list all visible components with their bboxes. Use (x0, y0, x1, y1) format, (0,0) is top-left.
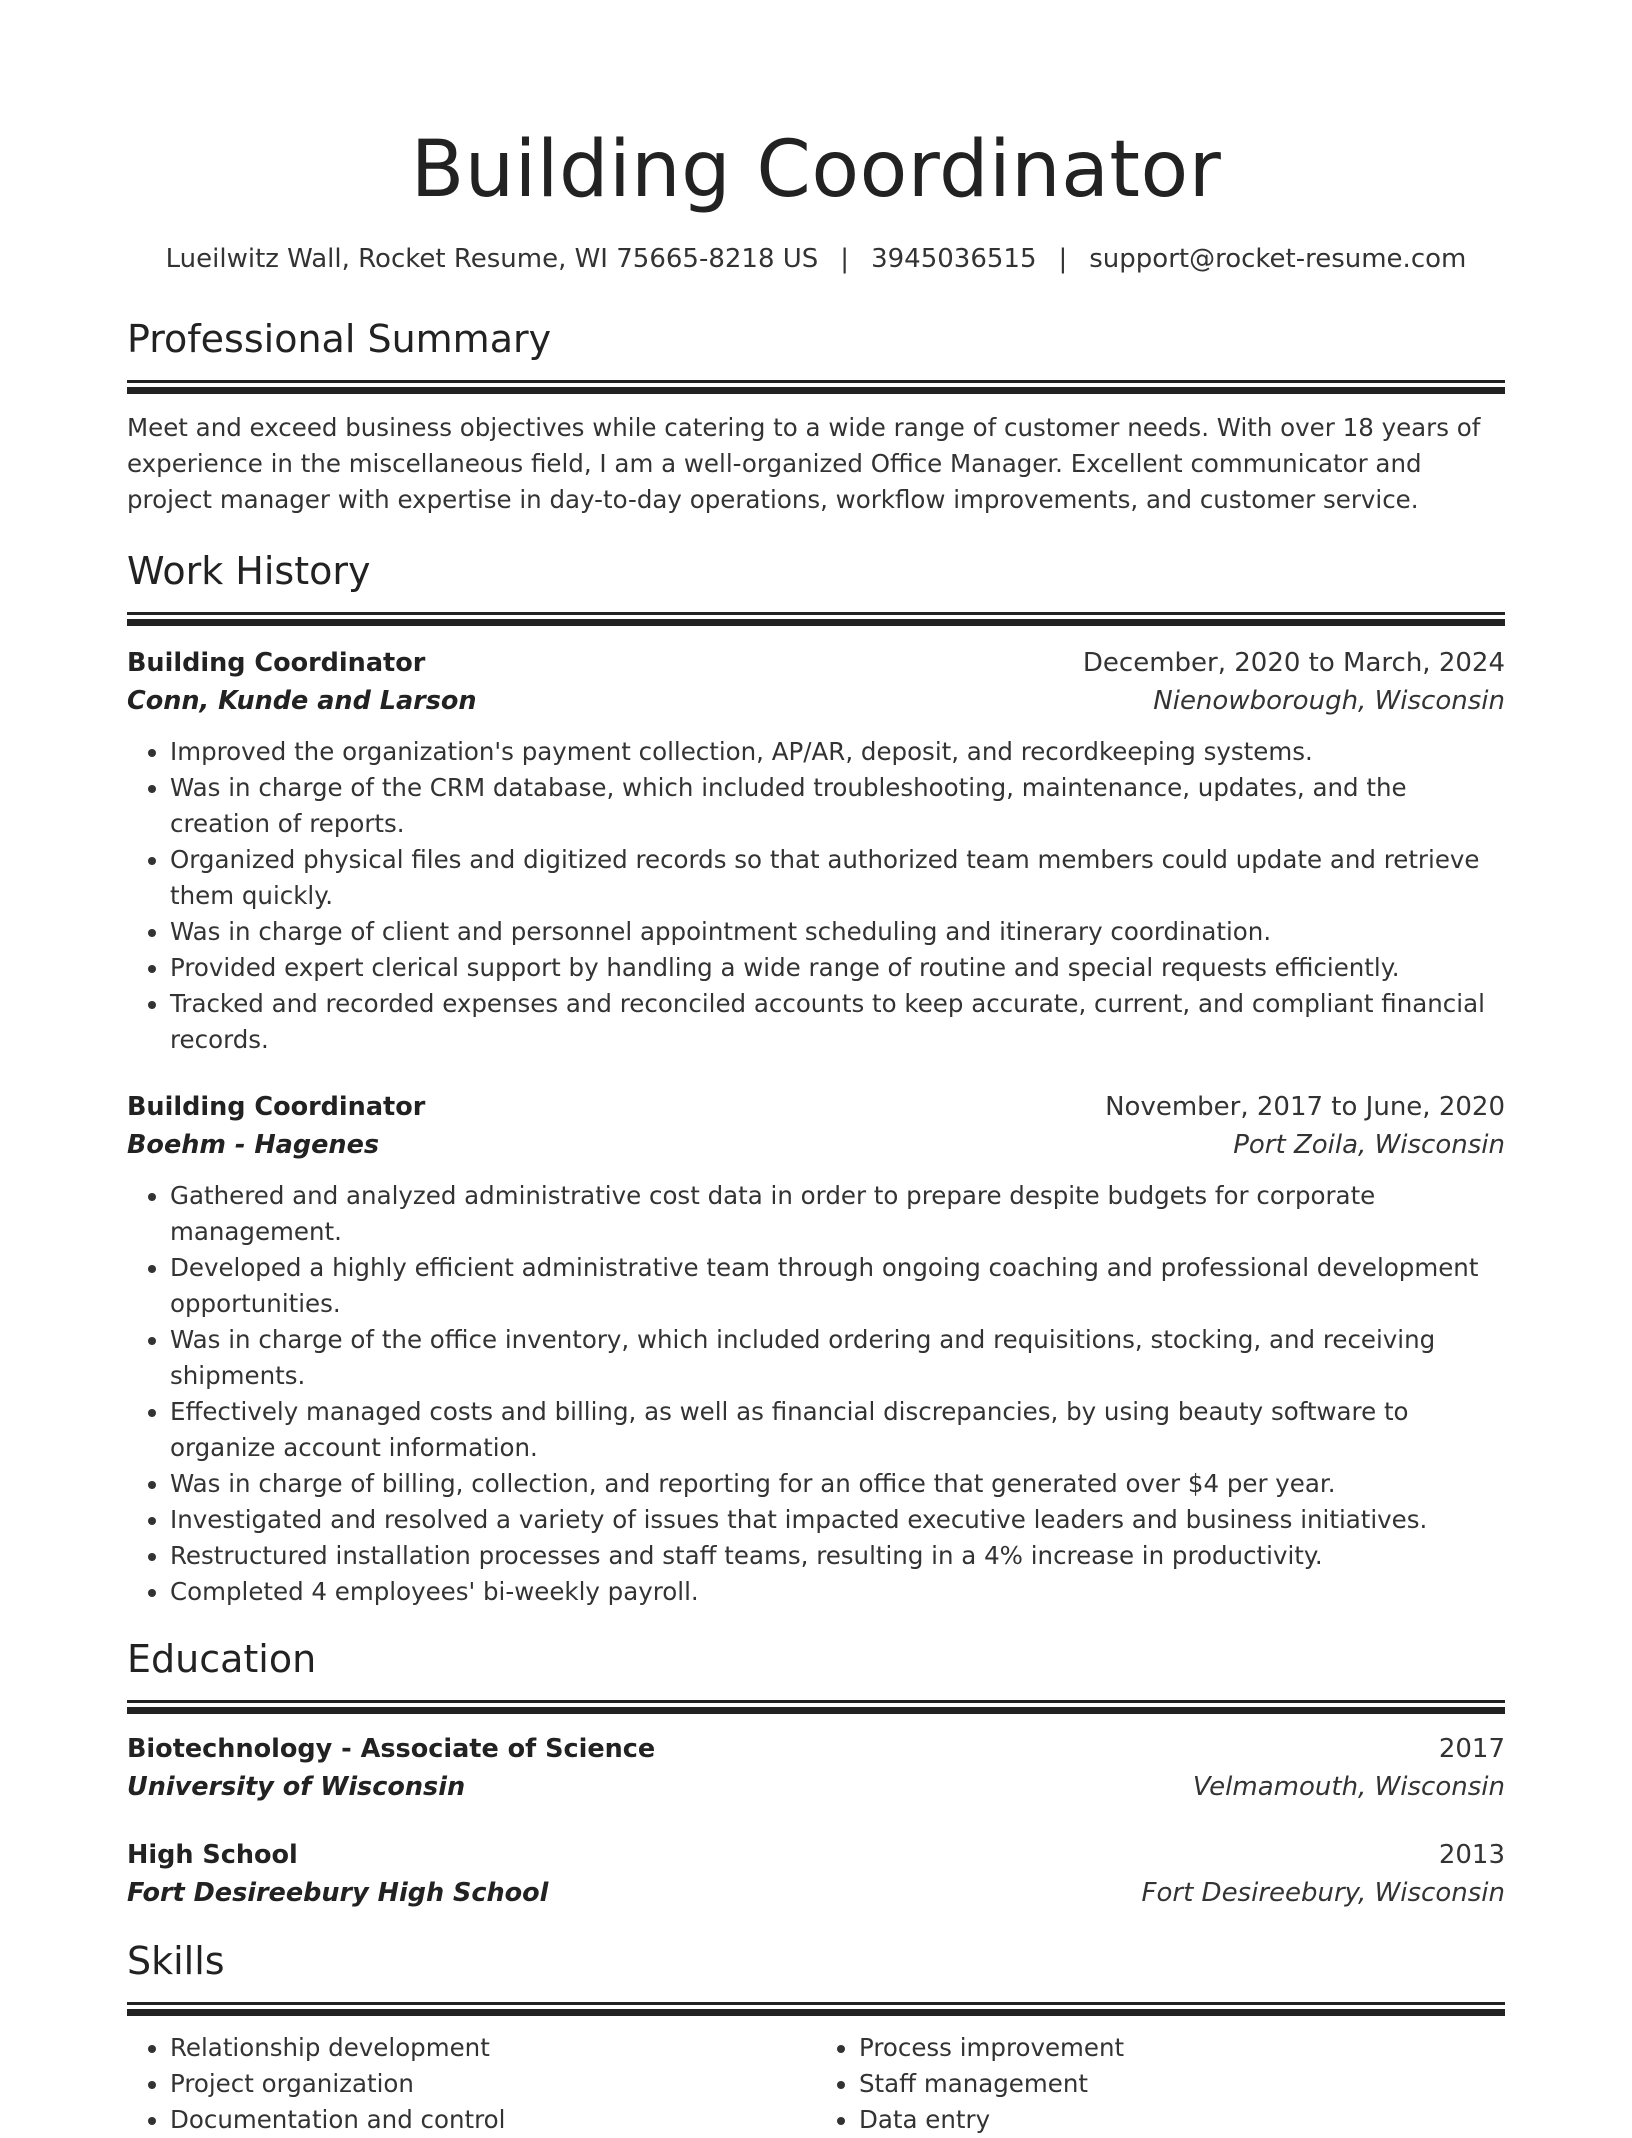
education-entry (127, 1836, 1505, 1912)
education-school: Fort Desireebury High School (127, 1878, 549, 1908)
skill-item: • Relationship development (170, 2030, 816, 2066)
job-bullet: • Completed 4 employees' bi-weekly payroll. (170, 1574, 1505, 1610)
job-bullet: • Improved the organization's payment collection, AP/AR, deposit, and recordkeeping systems. (170, 734, 1505, 770)
section-title-education: Education (127, 1637, 317, 1681)
job-location: Nienowborough, Wisconsin (1153, 686, 1505, 716)
job-bullets (127, 734, 1505, 1058)
job-entry (127, 1088, 1505, 1610)
skills-list-right (816, 2030, 1505, 2138)
job-entry (127, 644, 1505, 1058)
job-bullet: • Effectively managed costs and billing, as well as financial discrepancies, by using beauty software to organize account information. (170, 1394, 1505, 1466)
education-year: 2013 (1438, 1840, 1505, 1870)
education-school: University of Wisconsin (127, 1772, 466, 1802)
contact-email: support@rocket-resume.com (1089, 244, 1467, 274)
section-divider (127, 380, 1505, 394)
job-bullet: • Provided expert clerical support by handling a wide range of routine and special requests efficiently. (170, 950, 1505, 986)
job-bullet: • Organized physical files and digitized records so that authorized team members could update and retrieve them quickly. (170, 842, 1505, 914)
job-dates: November, 2017 to June, 2020 (1105, 1092, 1505, 1122)
job-bullet: • Was in charge of client and personnel appointment scheduling and itinerary coordination. (170, 914, 1505, 950)
education-degree: High School (127, 1840, 298, 1870)
job-company-row (127, 682, 1505, 720)
skill-item: • Staff management (859, 2066, 1505, 2102)
section-divider (127, 1700, 1505, 1714)
job-bullet: • Gathered and analyzed administrative cost data in order to prepare despite budgets for corporate management. (170, 1178, 1505, 1250)
education-header-row (127, 1836, 1505, 1874)
education-location: Velmamouth, Wisconsin (1192, 1772, 1505, 1802)
skill-item: • Project organization (170, 2066, 816, 2102)
skill-item: • Documentation and control (170, 2102, 816, 2138)
resume-name: Building Coordinator (410, 125, 1222, 215)
job-title: Building Coordinator (127, 648, 426, 678)
section-title-work-history: Work History (127, 549, 371, 593)
contact-separator: | (1058, 244, 1068, 274)
skills-section (127, 1938, 1505, 2138)
section-divider (127, 612, 1505, 626)
job-company-row (127, 1126, 1505, 1164)
summary-text: Meet and exceed business objectives while catering to a wide range of customer needs. With over 18 years of experience in the miscellaneous field, I am a well-organized Office Manager. Excellent communicator and project manager with expertise in day-to-day operations, workflow improvements, and customer service. (127, 413, 1481, 514)
work-history-section (127, 548, 1505, 1610)
job-bullet: • Restructured installation processes and staff teams, resulting in a 4% increase in productivity. (170, 1538, 1505, 1574)
education-section (127, 1636, 1505, 1912)
education-entry (127, 1730, 1505, 1806)
contact-address: Lueilwitz Wall, Rocket Resume, WI 75665-8218 US (165, 244, 819, 274)
job-company: Conn, Kunde and Larson (127, 686, 477, 716)
contact-separator: | (840, 244, 850, 274)
skills-list-left (127, 2030, 816, 2138)
section-title-summary: Professional Summary (127, 317, 552, 361)
section-title-skills: Skills (127, 1939, 225, 1983)
job-bullet: • Tracked and recorded expenses and reconciled accounts to keep accurate, current, and compliant financial records. (170, 986, 1505, 1058)
job-bullet: • Developed a highly efficient administrative team through ongoing coaching and professional development opportunities. (170, 1250, 1505, 1322)
job-header-row (127, 1088, 1505, 1126)
education-school-row (127, 1768, 1505, 1806)
contact-phone: 3945036515 (871, 244, 1037, 274)
job-title: Building Coordinator (127, 1092, 426, 1122)
skills-columns (127, 2030, 1505, 2138)
job-dates: December, 2020 to March, 2024 (1082, 648, 1505, 678)
education-degree: Biotechnology - Associate of Science (127, 1734, 656, 1764)
job-header-row (127, 644, 1505, 682)
skill-item: • Data entry (859, 2102, 1505, 2138)
job-bullet: • Was in charge of the office inventory, which included ordering and requisitions, stocking, and receiving shipments. (170, 1322, 1505, 1394)
education-location: Fort Desireebury, Wisconsin (1141, 1878, 1505, 1908)
job-bullet: • Investigated and resolved a variety of issues that impacted executive leaders and business initiatives. (170, 1502, 1505, 1538)
summary-section (127, 316, 1505, 518)
job-bullet: • Was in charge of the CRM database, which included troubleshooting, maintenance, updates, and the creation of reports. (170, 770, 1505, 842)
education-header-row (127, 1730, 1505, 1768)
job-bullet: • Was in charge of billing, collection, and reporting for an office that generated over $4 per year. (170, 1466, 1505, 1502)
skill-item: • Process improvement (859, 2030, 1505, 2066)
contact-line (127, 242, 1505, 276)
job-bullets (127, 1178, 1505, 1610)
job-location: Port Zoila, Wisconsin (1233, 1130, 1505, 1160)
education-year: 2017 (1438, 1734, 1505, 1764)
section-divider (127, 2002, 1505, 2016)
job-company: Boehm - Hagenes (127, 1130, 380, 1160)
education-school-row (127, 1874, 1505, 1912)
